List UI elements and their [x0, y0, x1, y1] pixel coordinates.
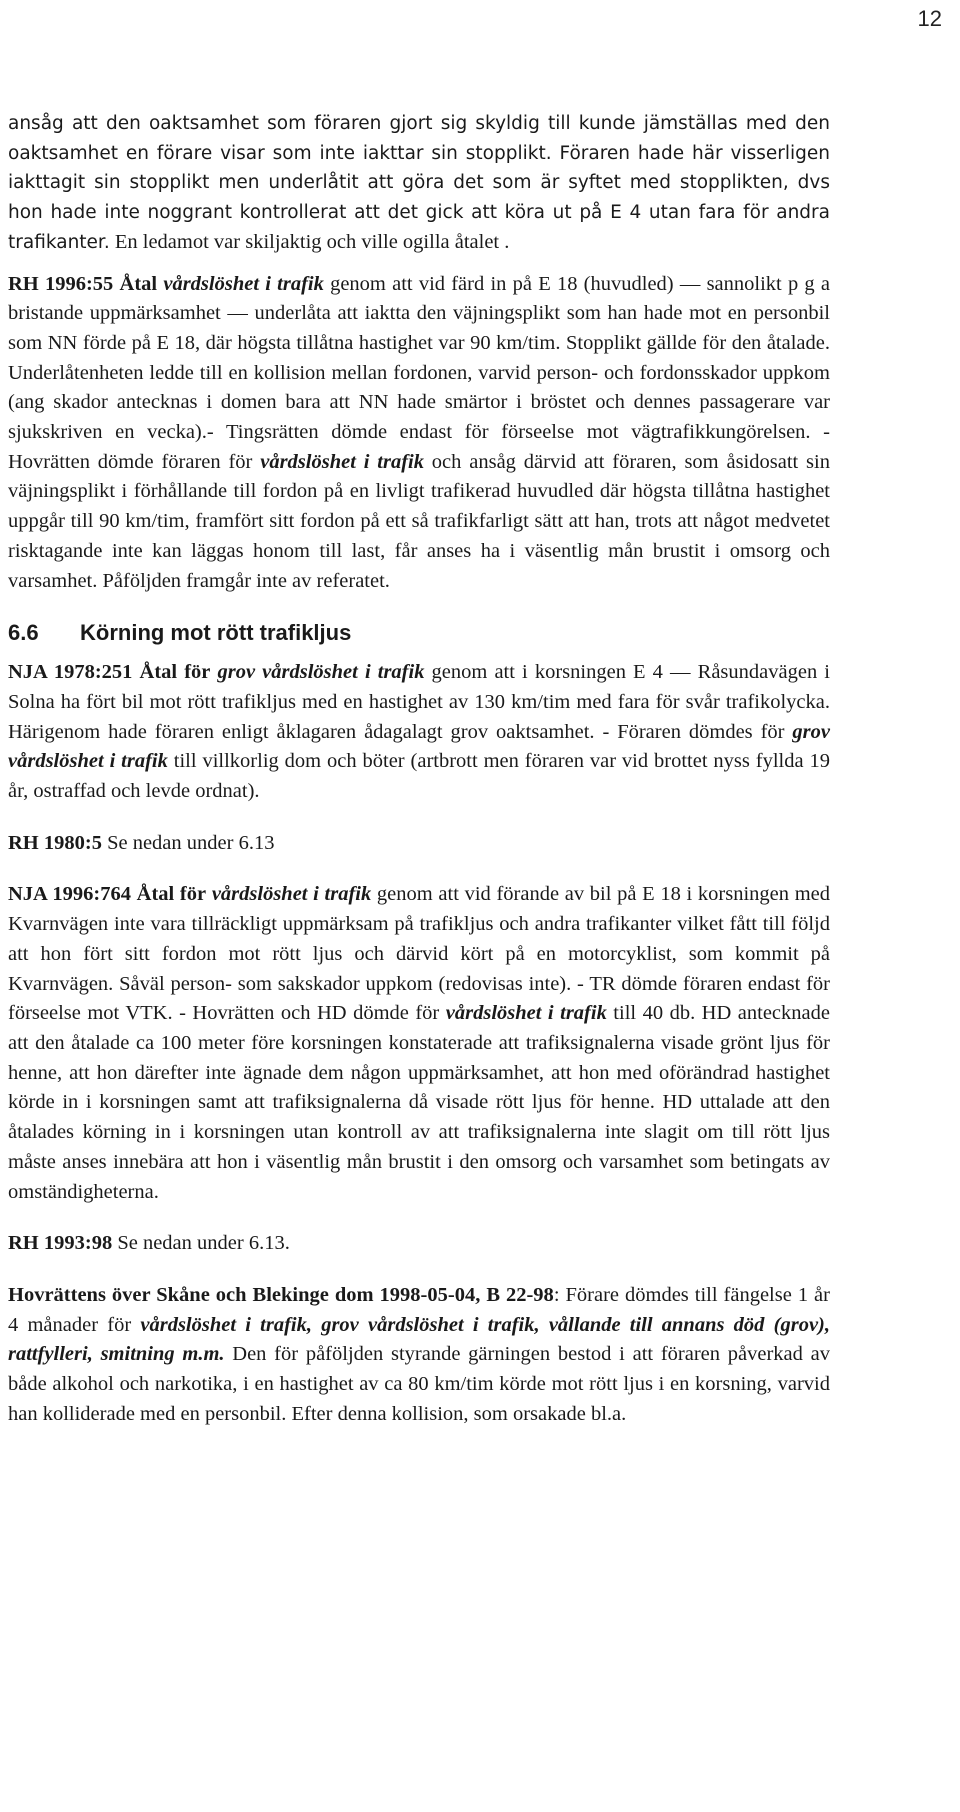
case-text: Se nedan under 6.13	[101, 831, 275, 854]
case-text: och ansåg därvid att föraren, som åsidosatt sin väjningsplikt i förhållande till fordon på en livligt trafikerad huvudled där högsta tillåtna hastighet uppgår till 90 km/tim, framfört sitt fordon på ett så trafikfarligt sätt att han, trots att något medvetet risktagande inte kan läggas honom till last, får anses ha i väsentlig mån brustit i omsorg och varsamhet. Påföljden framgår inte av referatet.	[8, 450, 830, 592]
case-reference: Hovrättens över Skåne och Blekinge dom 1998-05-04, B 22-98	[8, 1283, 554, 1306]
document-body	[8, 109, 830, 1429]
paragraph-continuation	[8, 109, 830, 258]
case-text: genom att vid färd in på E 18 (huvudled) — sannolikt p g a bristande uppmärksamhet — underlåta att iaktta den väjningsplikt som han hade mot en personbil som NN förde på E 18, där högsta tillåtna hastighet var 90 km/tim. Stopplikt gällde för den åtalade. Underlåtenheten ledde till en kollision mellan fordonen, varvid person- och fordonsskador uppkom (ang skador antecknas i domen bara att NN hade smärtor i bröstet och dennes passagerare var sjukskriven en vecka).- Tingsrätten dömde endast för förseelse mot vägtrafikkungörelsen. - Hovrätten dömde föraren för	[8, 272, 830, 473]
emphasis: vårdslöshet i trafik, grov vårdslöshet i trafik, vållande till annans död (grov), rattfylleri, smitning m.m.	[8, 1313, 830, 1366]
case-text: genom att vid förande av bil på E 18 i korsningen med Kvarnvägen inte vara tillräckligt uppmärksam på trafikljus och andra trafikanter vilket fått till följd att hon fört sitt fordon mot rött ljus och därvid kört på en motorcyklist, som kommit på Kvarnvägen. Såväl person- som sakskador uppkom (redovisas inte). - TR dömde föraren endast för förseelse mot VTK. - Hovrätten och HD dömde för	[8, 883, 830, 1025]
case-reference: RH 1996:55 Åtal	[8, 272, 158, 295]
section-number: 6.6	[8, 620, 39, 646]
case-rh-1996-55	[8, 270, 830, 597]
emphasis: vårdslöshet i trafik	[445, 1002, 607, 1025]
emphasis: vårdslöshet i trafik	[211, 883, 372, 906]
case-nja-1978-251	[8, 658, 830, 807]
case-text: till villkorlig dom och böter (artbrott men föraren var vid brottet nyss fyllda 19 år, ostraffad och levde ordnat).	[8, 750, 830, 803]
emphasis: grov vårdslöshet i trafik	[217, 661, 425, 684]
paragraph-text: ansåg att den oaktsamhet som föraren gjort sig skyldig till kunde jämställas med den oaktsamhet en förare visar som inte iakttar sin stopplikt. Föraren hade här visserligen iakttagit sin stopplikt men underlåtit att göra det som är syftet med stopplikten, dvs hon hade inte noggrant kontrollerat att det gick att köra ut på E 4 utan fara för andra trafikanter.	[8, 113, 830, 253]
emphasis: vårdslöshet i trafik	[163, 272, 324, 295]
paragraph-text: En ledamot var skiljaktig och ville ogilla åtalet .	[109, 230, 510, 253]
page-number: 12	[917, 6, 942, 31]
case-text: Se nedan under 6.13.	[112, 1232, 290, 1255]
case-reference: RH 1993:98	[8, 1232, 113, 1255]
emphasis: grov vårdslöshet i trafik	[8, 720, 830, 773]
case-reference: NJA 1978:251 Åtal för	[8, 661, 211, 684]
case-text: till 40 db. HD antecknade att den åtalade ca 100 meter före korsningen konstaterade att trafiksignalerna visade grönt ljus för henne, att hon därefter inte ägnade dem någon uppmärksamhet, att hon med oförändrad hastighet körde in i korsningen samt att trafiksignalerna då visade rött ljus för henne. HD uttalade att den åtalades körning in i korsningen utan kontroll av att trafiksignalerna inte slagit om till rött ljus måste anses innebära att hon i väsentlig mån brustit i den omsorg och varsamhet som betingats av omständigheterna.	[8, 1002, 830, 1203]
case-text: Den för påföljden styrande gärningen bestod i att föraren påverkad av både alkohol och narkotika, i en hastighet av ca 80 km/tim körde mot rött ljus i en korsning, varvid han kolliderade med en personbil. Efter denna kollision, som orsakade bl.a.	[8, 1343, 830, 1425]
case-nja-1996-764	[8, 880, 830, 1207]
case-rh-1980-5	[8, 829, 830, 859]
case-hovratt-1998	[8, 1281, 830, 1430]
case-reference: RH 1980:5	[8, 831, 102, 854]
case-text: : Förare dömdes till fängelse 1 år 4 månader för	[8, 1283, 830, 1336]
case-rh-1993-98	[8, 1229, 830, 1259]
case-reference: NJA 1996:764 Åtal för	[8, 883, 207, 906]
section-heading	[8, 618, 830, 648]
emphasis: vårdslöshet i trafik	[260, 450, 424, 473]
section-title: Körning mot rött trafikljus	[80, 620, 352, 646]
case-text: genom att i korsningen E 4 — Råsundavägen i Solna ha fört bil mot rött trafikljus med en hastighet av 130 km/tim med fara för svår trafikolycka. Härigenom hade föraren enligt åklagaren ådagalagt grov oaktsamhet. - Föraren dömdes för	[8, 661, 830, 743]
